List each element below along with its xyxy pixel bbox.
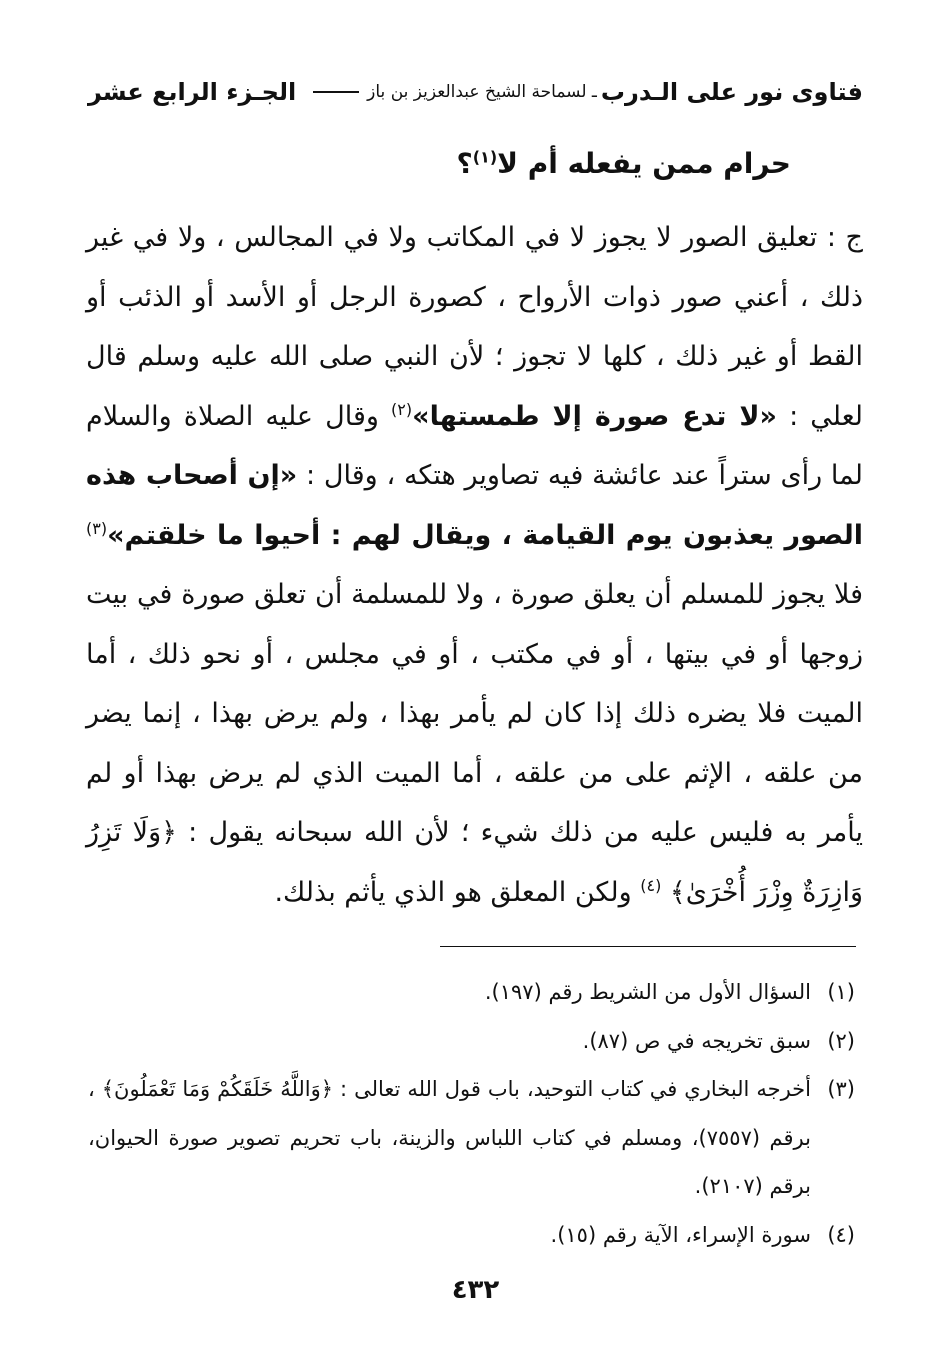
question-text: حرام ممن يفعله أم لا bbox=[497, 147, 791, 180]
answer-paragraph bbox=[86, 208, 863, 922]
answer-text-1: ج : تعليق الصور لا يجوز لا في المكاتب ولا في المجالس ، ولا في غير ذلك ، أعني صور ذوات الأرواح ، كصورة الرجل أو الأسد أو الذئب أو القط أو غير ذلك ، كلها لا تجوز ؛ لأن النبي صلى الله عليه وسلم قال لعلي : bbox=[86, 222, 863, 432]
header-title-group bbox=[309, 78, 863, 106]
footnote-ref-4: (٤) bbox=[640, 875, 662, 895]
footnote-item bbox=[88, 1017, 855, 1066]
footnote-text: سبق تخريجه في ص (٨٧). bbox=[582, 1028, 811, 1053]
page-number: ٤٣٢ bbox=[451, 1275, 500, 1305]
footnote-text: سورة الإسراء، الآية رقم (١٥). bbox=[550, 1222, 811, 1247]
volume-label: الجـزء الرابع عشر bbox=[88, 78, 297, 106]
footnote-text: أخرجه البخاري في كتاب التوحيد، باب قول الله تعالى : ﴿وَاللَّهُ خَلَقَكُمْ وَمَا تَعْمَلُونَ﴾ ، برقم (٧٥٥٧)، ومسلم في كتاب اللباس والزينة، باب تحريم تصوير صورة الحيوان، برقم (٢١٠٧). bbox=[88, 1077, 811, 1198]
footnote-number: (٤) bbox=[827, 1222, 855, 1247]
answer-text-2: وقال عليه الصلاة والسلام لما رأى ستراً عند عائشة فيه تصاوير هتكه ، وقال : bbox=[86, 400, 863, 491]
header-dash bbox=[313, 91, 359, 93]
question-continuation bbox=[151, 142, 791, 186]
quran-verse: ﴿وَلَا تَزِرُ وَازِرَةٌ وِزْرَ أُخْرَىٰ﴾ bbox=[86, 817, 863, 908]
footnote-ref-3: (٣) bbox=[86, 518, 108, 538]
book-title: فتاوى نور على الـدرب bbox=[600, 78, 863, 106]
answer-body bbox=[86, 208, 863, 922]
footnote-number: (٣) bbox=[827, 1077, 855, 1101]
footnote-ref-2: (٢) bbox=[391, 399, 413, 419]
footnote-text: السؤال الأول من الشريط رقم (١٩٧). bbox=[484, 980, 811, 1004]
footnote-number: (٢) bbox=[827, 1028, 855, 1053]
hadith-quote-1: «لا تدع صورة إلا طمستها» bbox=[412, 400, 777, 432]
running-header bbox=[88, 72, 863, 112]
footnote-separator bbox=[440, 946, 856, 947]
question-mark: ؟ bbox=[456, 147, 473, 180]
answer-text-4: ولكن المعلق هو الذي يأثم بذلك. bbox=[274, 876, 632, 908]
footnote-ref-1: (١) bbox=[472, 147, 498, 167]
footnote-item bbox=[88, 968, 855, 1017]
hadith-quote-2: «إن أصحاب هذه الصور يعذبون يوم القيامة ، ويقال لهم : أحيوا ما خلقتم» bbox=[86, 460, 863, 551]
footnotes bbox=[88, 968, 855, 1259]
answer-text-3: فلا يجوز للمسلم أن يعلق صورة ، ولا للمسلمة أن تعلق صورة في بيت زوجها أو في بيتها ، أو في مكتب ، أو في مجلس ، أو نحو ذلك ، أما الميت فلا يضره ذلك إذا كان لم يأمر بهذا ، ولم يرض بهذا ، إنما يضر من علقه ، الإثم على من علقه ، أما الميت الذي لم يرض بهذا أو لم يأمر به فليس عليه من ذلك شيء ؛ لأن الله سبحانه يقول : bbox=[86, 579, 863, 848]
footnote-item bbox=[88, 1211, 855, 1260]
author-line: ـ لسماحة الشيخ عبدالعزيز بن باز bbox=[367, 82, 597, 102]
footnote-item bbox=[88, 1065, 855, 1211]
footnote-number: (١) bbox=[827, 980, 855, 1004]
